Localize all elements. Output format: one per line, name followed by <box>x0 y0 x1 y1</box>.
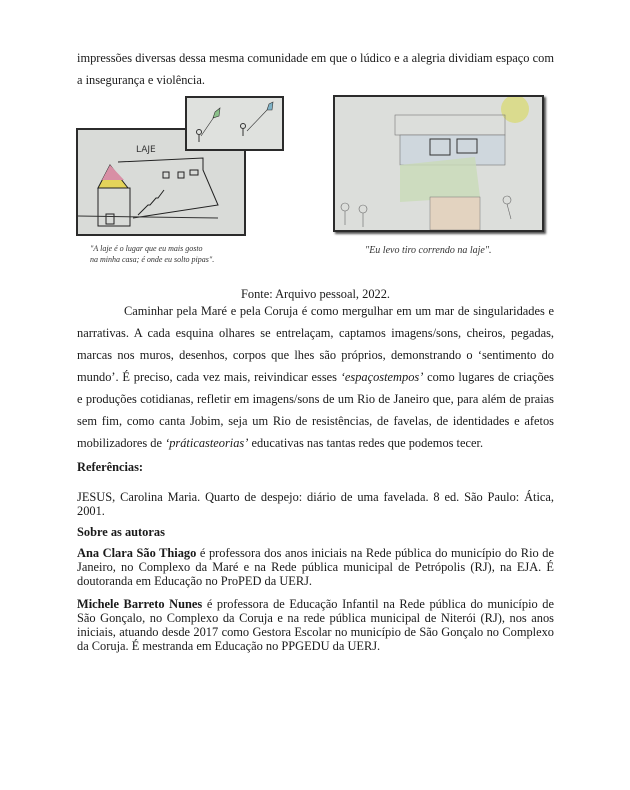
author-bio-text: é professora de Educação Infantil na Rede pública do município de São Gonçalo, no Complexo da Coruja e na rede pública municipal de Niterói (RJ), nos anos iniciais, atuando desde 2017 como Gestora Escolar no município de São Gonçalo no Complexo da Coruja. É mestranda em Educação no PPGEDU da UERJ. <box>77 597 554 653</box>
paragraph-text: educativas nas tantas redes que podemos tecer. <box>248 436 484 450</box>
body-paragraph <box>77 300 554 454</box>
left-caption-line-2: na minha casa; é onde eu solto pipas". <box>90 255 215 264</box>
intro-paragraph: impressões diversas dessa mesma comunidade em que o lúdico e a alegria dividiam espaço com a insegurança e violência. <box>77 51 554 87</box>
figure-source: Fonte: Arquivo pessoal, 2022. <box>240 287 391 301</box>
authors-heading: Sobre as autoras <box>77 525 165 539</box>
author-name: Michele Barreto Nunes <box>77 597 203 611</box>
author-bio-text: é professora dos anos iniciais na Rede pública do município do Rio de Janeiro, no Complexo da Maré e na Rede pública municipal de Petrópolis (RJ), na EJA. É doutoranda em Educação no ProPED da UERJ. <box>77 546 554 588</box>
left-caption-line-1: "A laje é o lugar que eu mais gosto <box>90 244 203 253</box>
running-on-laje-drawing <box>333 95 544 232</box>
drawing-label: LAJE <box>136 145 156 155</box>
reference-item: JESUS, Carolina Maria. Quarto de despejo: diário de uma favelada. 8 ed. São Paulo: Ática, 2001. <box>77 490 554 518</box>
right-caption: "Eu levo tiro correndo na laje". <box>365 245 492 256</box>
kites-drawing <box>185 96 284 151</box>
paragraph-text: Caminhar pela Maré e pela Coruja é como mergulhar em um mar de singularidades e narrativas. A cada esquina olhares se entrelaçam, captamos imagens/sons, cheiros, pegadas, marcas nos muros, desenhos, corpos que lhes são próprios, demonstrando o ‘sentimento do mundo’. É preciso, cada vez mais, reivindicar esses <box>77 304 554 384</box>
references-heading: Referências: <box>77 460 144 474</box>
left-caption <box>90 243 214 265</box>
author-bio <box>77 546 554 588</box>
italic-term: ‘práticasteorias’ <box>165 436 249 450</box>
paragraph-text: como lugares de criações e produções cotidianas, refletir em imagens/sons de um Rio de Janeiro que, para além de praias sem fim, como canta Jobim, seja um Rio de resistências, de favelas, de identidades e afetos mobilizadores de <box>77 370 554 450</box>
author-bio <box>77 597 554 653</box>
author-name: Ana Clara São Thiago <box>77 546 197 560</box>
italic-term: ‘espaçostempos’ <box>340 370 424 384</box>
